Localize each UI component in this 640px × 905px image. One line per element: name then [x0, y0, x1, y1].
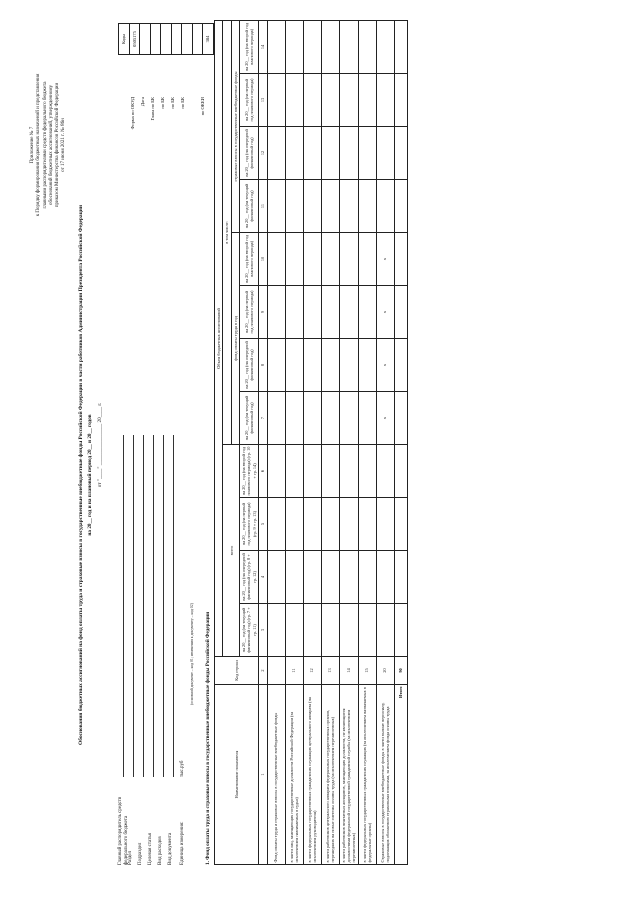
table-cell[interactable] [303, 233, 321, 286]
table-cell[interactable] [321, 498, 339, 551]
column-number: 2 [259, 657, 267, 685]
header-total: Объем бюджетных ассигнований [215, 21, 223, 657]
header-field-label: Вид документа [168, 832, 173, 865]
col-header-ins: на 20__ год (на второй год планового периода) [240, 21, 259, 74]
row-code: 12 [303, 657, 321, 685]
header-field [158, 435, 164, 865]
row-code: 20 [376, 657, 394, 685]
table-cell[interactable] [321, 127, 339, 180]
table-cell[interactable] [339, 127, 358, 180]
table-row [394, 21, 407, 865]
table-cell[interactable] [321, 551, 339, 604]
table-cell[interactable] [321, 392, 339, 445]
header-field-line[interactable] [148, 435, 154, 777]
table-cell[interactable] [394, 498, 407, 551]
approval-line: обоснований бюджетных ассигнований, утвержденному [48, 85, 54, 205]
codes-header: Коды [119, 24, 130, 54]
table-cell[interactable] [285, 127, 303, 180]
table-cell[interactable] [394, 392, 407, 445]
header-field [128, 435, 134, 865]
table-cell[interactable] [339, 445, 358, 498]
table-cell[interactable] [394, 604, 407, 657]
col-header-all: на 20__ год (на очередной финансовый год) (гр. 8 + гр. 12) [240, 551, 259, 604]
table-cell[interactable] [394, 21, 407, 74]
column-number: 12 [259, 127, 267, 180]
code-value[interactable] [172, 24, 183, 54]
header-field-label: Вид расходов [158, 836, 163, 865]
table-cell[interactable] [376, 498, 394, 551]
row-name: Фонд оплаты труда и страховые взносы в государственные внебюджетные фонды [267, 685, 285, 865]
table-cell[interactable] [267, 21, 285, 74]
table-cell[interactable] [394, 74, 407, 127]
table-cell[interactable] [267, 180, 285, 233]
approval-line: главными распорядителями средств федерального бюджета [42, 81, 48, 209]
column-number: 6 [259, 445, 267, 498]
table-cell[interactable] [303, 551, 321, 604]
column-number: 1 [259, 685, 267, 865]
code-value[interactable] [151, 24, 162, 54]
table-cell[interactable] [285, 21, 303, 74]
section-title: 1. Фонд оплаты труда и страховые взносы в государственные внебюджетные фонды Российской Федерации [205, 611, 211, 865]
table-cell[interactable] [303, 74, 321, 127]
table-cell[interactable] [285, 445, 303, 498]
table-cell[interactable] [321, 21, 339, 74]
table-cell[interactable] [358, 233, 376, 286]
table-cell[interactable] [358, 604, 376, 657]
table-row [376, 21, 394, 865]
table-cell[interactable] [358, 74, 376, 127]
unit-value: тыс.руб [180, 760, 185, 777]
row-code: 90 [394, 657, 407, 685]
row-code: 11 [285, 657, 303, 685]
table-cell[interactable] [358, 180, 376, 233]
table-cell[interactable] [394, 445, 407, 498]
table-cell[interactable] [339, 339, 358, 392]
approval-line: Приложение № 7 [30, 126, 35, 164]
table-cell[interactable] [267, 339, 285, 392]
unit-field [180, 435, 186, 865]
column-number: 8 [259, 339, 267, 392]
header-field-line[interactable] [158, 435, 164, 777]
table-cell[interactable] [358, 21, 376, 74]
unit-label: Единица измерения: [180, 821, 185, 865]
table-cell[interactable] [285, 604, 303, 657]
column-number: 13 [259, 74, 267, 127]
approval-line: к Порядку формирования бюджетных назначений и представления [36, 73, 42, 217]
table-cell[interactable] [376, 127, 394, 180]
table-row [285, 21, 303, 865]
column-number: 5 [259, 498, 267, 551]
row-code [267, 657, 285, 685]
table-cell[interactable] [267, 286, 285, 339]
table-cell[interactable] [394, 180, 407, 233]
column-number: 11 [259, 180, 267, 233]
table-cell[interactable] [303, 445, 321, 498]
table-cell[interactable] [285, 74, 303, 127]
table-cell[interactable] [321, 286, 339, 339]
table-cell[interactable] [267, 604, 285, 657]
table-cell[interactable] [267, 127, 285, 180]
approval-stamp [30, 45, 68, 245]
table-cell[interactable] [358, 551, 376, 604]
table-cell[interactable]: x [376, 392, 394, 445]
col-header-fot: на 20__ год (на второй год планового периода) [240, 233, 259, 286]
table-cell[interactable] [321, 445, 339, 498]
row-name: в части работников нештатных аппаратов, замещающих должности, не являющиеся должностями федеральной государственной гражданской службы (за исключением перечисленных) [339, 685, 358, 865]
table-row [303, 21, 321, 865]
table-cell[interactable] [339, 180, 358, 233]
table-cell[interactable] [358, 392, 376, 445]
col-header-fot: на 20__ год (на очередной финансовый год) [240, 339, 259, 392]
header-field-line[interactable] [138, 435, 144, 777]
table-cell[interactable] [267, 445, 285, 498]
col-header-ins: на 20__ год (на первый год планового периода) [240, 74, 259, 127]
table-cell[interactable] [394, 233, 407, 286]
table-row [358, 21, 376, 865]
header-field-label: Подраздел [138, 842, 143, 865]
table-cell[interactable] [376, 551, 394, 604]
code-label: по БК [180, 97, 185, 109]
table-cell[interactable] [339, 233, 358, 286]
header-field-line[interactable] [128, 435, 134, 777]
table-cell[interactable] [303, 339, 321, 392]
header-all: всего [223, 445, 240, 657]
code-label: по ОКЕИ [200, 97, 205, 116]
code-label: по БК [160, 97, 165, 109]
document-date: от "____" ________________ 20____ г. [97, 402, 103, 488]
table-cell[interactable] [267, 74, 285, 127]
table-cell[interactable] [394, 127, 407, 180]
header-field-label: Главный распорядитель средств федерального бюджета [118, 796, 130, 865]
budget-table-wrap [214, 20, 408, 865]
table-cell[interactable] [321, 339, 339, 392]
header-field-line[interactable] [168, 435, 174, 777]
approval-line: от 17 июня 2021 г. № 86н [61, 118, 67, 172]
table-row [267, 21, 285, 865]
header-name: Наименование показателя [215, 685, 259, 865]
code-label: Дата [140, 97, 145, 107]
header-field-label: Раздел [128, 850, 133, 865]
table-cell[interactable] [394, 551, 407, 604]
table-cell[interactable] [321, 604, 339, 657]
approval-line: приказом Министерства финансов Российской Федерации [55, 82, 60, 208]
table-cell[interactable] [321, 233, 339, 286]
code-value[interactable] [182, 24, 193, 54]
document-title: Обоснования бюджетных ассигнований на фонд оплаты труда и страховые взносы в государственные внебюджетные фонды Российской Федерации в части работников Администрации Президента Российской Федерации [78, 205, 84, 745]
table-cell[interactable] [285, 180, 303, 233]
table-cell[interactable] [358, 339, 376, 392]
header-ins: страховые взносы в государственные внебюджетные фонды [231, 21, 239, 233]
document-period: на 20__ год и на плановый период 20__ и 20__ годов [87, 414, 93, 536]
row-code: 15 [358, 657, 376, 685]
code-value[interactable]: 384 [205, 35, 210, 43]
col-header-fot: на 20__ год (на текущий финансовый год) [240, 392, 259, 445]
table-cell[interactable] [285, 339, 303, 392]
table-cell[interactable] [303, 286, 321, 339]
table-cell[interactable] [267, 498, 285, 551]
table-cell[interactable] [303, 392, 321, 445]
table-cell[interactable] [376, 445, 394, 498]
table-cell[interactable] [358, 445, 376, 498]
header-fot: фонд оплаты труда в год [231, 233, 239, 445]
table-row [339, 21, 358, 865]
column-number: 9 [259, 286, 267, 339]
table-cell[interactable] [339, 74, 358, 127]
row-name: в части работников центрального аппарата федеральных государственных органов, перешедших на новые системы оплаты труда (за исключением перечисленных) [321, 685, 339, 865]
header-field [138, 435, 144, 865]
document-type-hint: (основной документ – код 01; изменения к документу – код 02) [190, 603, 194, 705]
row-code: 14 [339, 657, 358, 685]
code-value[interactable] [140, 24, 151, 54]
codes-box [118, 23, 214, 55]
table-cell[interactable] [267, 233, 285, 286]
row-name: в части федеральных государственных гражданских служащих (за исключением назначаемых в федеральные органы) [358, 685, 376, 865]
row-name: Итого [394, 685, 407, 865]
budget-table [214, 20, 408, 865]
table-cell[interactable] [321, 180, 339, 233]
table-cell[interactable] [267, 392, 285, 445]
table-cell[interactable] [285, 551, 303, 604]
table-cell[interactable]: x [376, 339, 394, 392]
table-cell[interactable] [394, 339, 407, 392]
code-value[interactable] [193, 24, 204, 54]
row-code: 13 [321, 657, 339, 685]
table-cell[interactable] [376, 74, 394, 127]
table-cell[interactable] [339, 551, 358, 604]
table-cell[interactable] [339, 21, 358, 74]
table-cell[interactable] [339, 392, 358, 445]
column-number: 14 [259, 21, 267, 74]
col-header-ins: на 20__ год (на текущий финансовый год) [240, 180, 259, 233]
table-cell[interactable] [303, 604, 321, 657]
code-label: Глава по БК [150, 97, 155, 121]
column-number: 10 [259, 233, 267, 286]
table-cell[interactable] [285, 286, 303, 339]
header-field-line[interactable] [118, 435, 124, 777]
row-name: в части федеральных государственных гражданских служащих центрального аппарата (на исключением руководителя) [303, 685, 321, 865]
row-name: Страховые взносы в государственные внебюджетные фонды в части выплат персоналу, подлежащих обложению страховыми взносами, за исключением фонда оплаты труда [376, 685, 394, 865]
table-cell[interactable] [376, 21, 394, 74]
code-value[interactable] [161, 24, 172, 54]
table-cell[interactable] [358, 286, 376, 339]
table-cell[interactable] [358, 498, 376, 551]
column-number: 4 [259, 551, 267, 604]
table-cell[interactable] [303, 127, 321, 180]
table-cell[interactable] [285, 498, 303, 551]
table-cell[interactable] [321, 74, 339, 127]
header-field [148, 435, 154, 865]
header-code: Код строки [215, 657, 259, 685]
col-header-all: на 20__ год (на первый год планового периода) (гр. 9 + гр. 13) [240, 498, 259, 551]
table-cell[interactable] [339, 604, 358, 657]
table-cell[interactable] [339, 498, 358, 551]
code-label: по БК [170, 97, 175, 109]
code-label: Форма по ОКУД [130, 97, 135, 130]
header-field [168, 435, 174, 865]
table-cell[interactable] [394, 286, 407, 339]
header-incl: в том числе: [223, 21, 231, 445]
col-header-all: на 20__ год (на второй год планового периода) (гр. 10 + гр. 14) [240, 445, 259, 498]
code-value[interactable]: 0505175 [130, 24, 141, 54]
row-name: в части лиц, замещающих государственные должности Российской Федерации (за исключением назначаемых в судьи) [285, 685, 303, 865]
table-cell[interactable] [376, 604, 394, 657]
table-cell[interactable]: x [376, 233, 394, 286]
column-number: 7 [259, 392, 267, 445]
table-cell[interactable] [285, 392, 303, 445]
header-field-label: Целевая статья [148, 833, 153, 865]
table-cell[interactable] [285, 233, 303, 286]
col-header-fot: на 20__ год (на первый год планового периода) [240, 286, 259, 339]
table-cell[interactable] [303, 180, 321, 233]
table-cell[interactable] [358, 127, 376, 180]
col-header-all: на 20__ год (на текущий финансовый год) (гр. 7 + гр. 11) [240, 604, 259, 657]
table-cell[interactable] [267, 551, 285, 604]
column-number: 3 [259, 604, 267, 657]
table-cell[interactable] [376, 180, 394, 233]
table-cell[interactable] [303, 21, 321, 74]
table-row [321, 21, 339, 865]
col-header-ins: на 20__ год (на очередной финансовый год) [240, 127, 259, 180]
table-cell[interactable] [303, 498, 321, 551]
table-cell[interactable] [339, 286, 358, 339]
table-cell[interactable]: x [376, 286, 394, 339]
